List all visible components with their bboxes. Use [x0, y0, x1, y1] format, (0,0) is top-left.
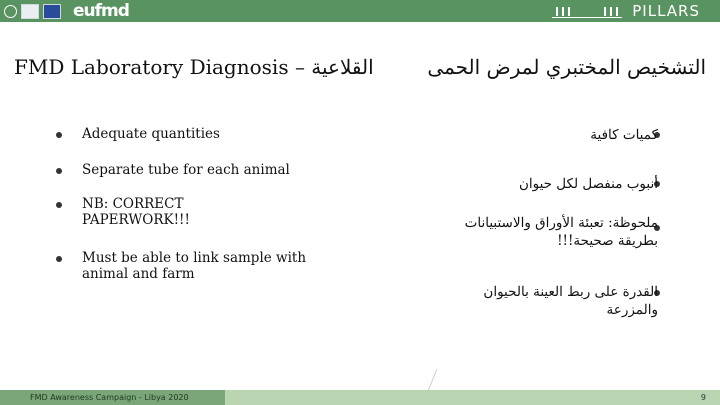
list-item: [56, 126, 326, 142]
decorative-line: [428, 369, 438, 392]
bullet-icon: [56, 256, 62, 262]
arabic-list-item: كميات كافية: [590, 127, 658, 143]
fao-emblem-icon: [4, 5, 17, 18]
page-number: 9: [700, 393, 706, 402]
list-item: [56, 162, 326, 178]
list-item-text: Adequate quantities: [82, 126, 220, 142]
list-item-text: NB: CORRECT PAPERWORK!!!: [82, 196, 190, 228]
eufmd-logo: eufmd: [73, 1, 129, 21]
pillars-logo: PILLARS: [632, 2, 700, 20]
top-banner: [0, 0, 720, 22]
bullet-icon: [56, 132, 62, 138]
flag-icon: [21, 4, 39, 19]
arabic-list-item: ملحوظة: تعبئة الأوراق والاستبيانات بطريقة صحيحة!!!: [464, 215, 658, 249]
list-item: [56, 196, 232, 228]
arabic-list-item: القدرة على ربط العينة بالحيوان والمزرعة: [483, 284, 658, 318]
slide-title-english: FMD Laboratory Diagnosis – القلاعية: [14, 55, 374, 79]
list-item-text: Must be able to link sample with animal and farm: [82, 250, 307, 282]
bullet-icon: [56, 202, 62, 208]
bullet-icon: [56, 168, 62, 174]
list-item: [56, 250, 326, 282]
arabic-list-item: أنبوب منفصل لكل حيوان: [518, 176, 658, 192]
list-item-text: Separate tube for each animal: [82, 162, 290, 178]
pillars-building-icon: [552, 4, 622, 18]
slide-title-arabic: التشخيص المختبري لمرض الحمى: [427, 55, 706, 79]
footer-caption: FMD Awareness Campaign - Libya 2020: [30, 393, 189, 402]
partner-logos: [4, 1, 129, 21]
pillars-logo-group: [552, 1, 700, 21]
eu-flag-icon: [43, 4, 61, 19]
